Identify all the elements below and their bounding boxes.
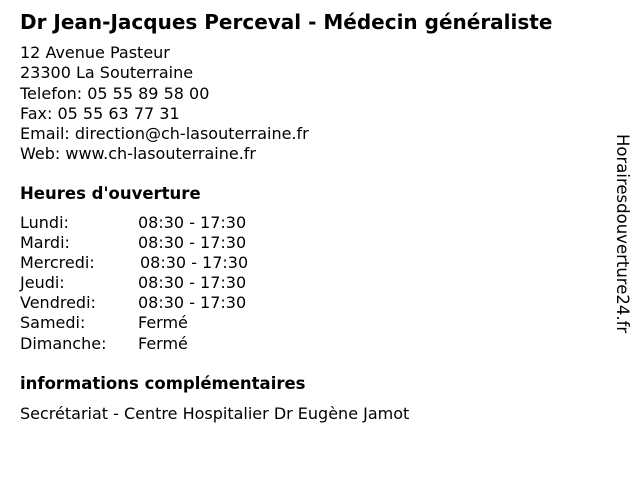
fax-number: Fax: 05 55 63 77 31 — [20, 103, 180, 123]
time-value: Fermé — [138, 333, 188, 353]
hours-heading: Heures d'ouverture — [20, 184, 201, 203]
day-label: Jeudi: — [20, 273, 65, 293]
email-address: Email: direction@ch-lasouterraine.fr — [20, 124, 309, 144]
time-value: 08:30 - 17:30 — [138, 293, 247, 313]
city-address: 23300 La Souterraine — [20, 63, 194, 83]
opening-hours-table — [20, 213, 248, 354]
info-heading: informations complémentaires — [20, 374, 306, 393]
website-address: Web: www.ch-lasouterraine.fr — [20, 144, 256, 164]
hours-row-tuesday — [20, 233, 248, 253]
day-label: Mardi: — [20, 233, 70, 253]
hours-row-wednesday — [20, 253, 248, 273]
time-value: 08:30 - 17:30 — [138, 273, 247, 293]
phone-number: Telefon: 05 55 89 58 00 — [20, 83, 210, 103]
street-address: 12 Avenue Pasteur — [20, 43, 170, 62]
hours-row-thursday — [20, 273, 248, 293]
day-label: Lundi: — [20, 213, 69, 232]
time-value: 08:30 - 17:30 — [140, 253, 249, 273]
site-watermark — [612, 134, 636, 374]
time-value: 08:30 - 17:30 — [138, 213, 247, 232]
info-text: Secrétariat - Centre Hospitalier Dr Eugène Jamot — [20, 404, 410, 423]
page-title: Dr Jean-Jacques Perceval - Médecin généraliste — [20, 10, 553, 34]
time-value: Fermé — [138, 313, 188, 333]
watermark-text: Horairesdouverture24.fr — [613, 134, 632, 334]
hours-row-sunday — [20, 334, 248, 354]
address-block — [20, 43, 309, 165]
hours-row-friday — [20, 293, 248, 313]
hours-row-saturday — [20, 313, 248, 333]
time-value: 08:30 - 17:30 — [138, 233, 247, 253]
day-label: Dimanche: — [20, 333, 107, 353]
day-label: Mercredi: — [20, 253, 95, 273]
day-label: Vendredi: — [20, 293, 96, 313]
day-label: Samedi: — [20, 313, 86, 333]
hours-row-monday — [20, 213, 248, 233]
